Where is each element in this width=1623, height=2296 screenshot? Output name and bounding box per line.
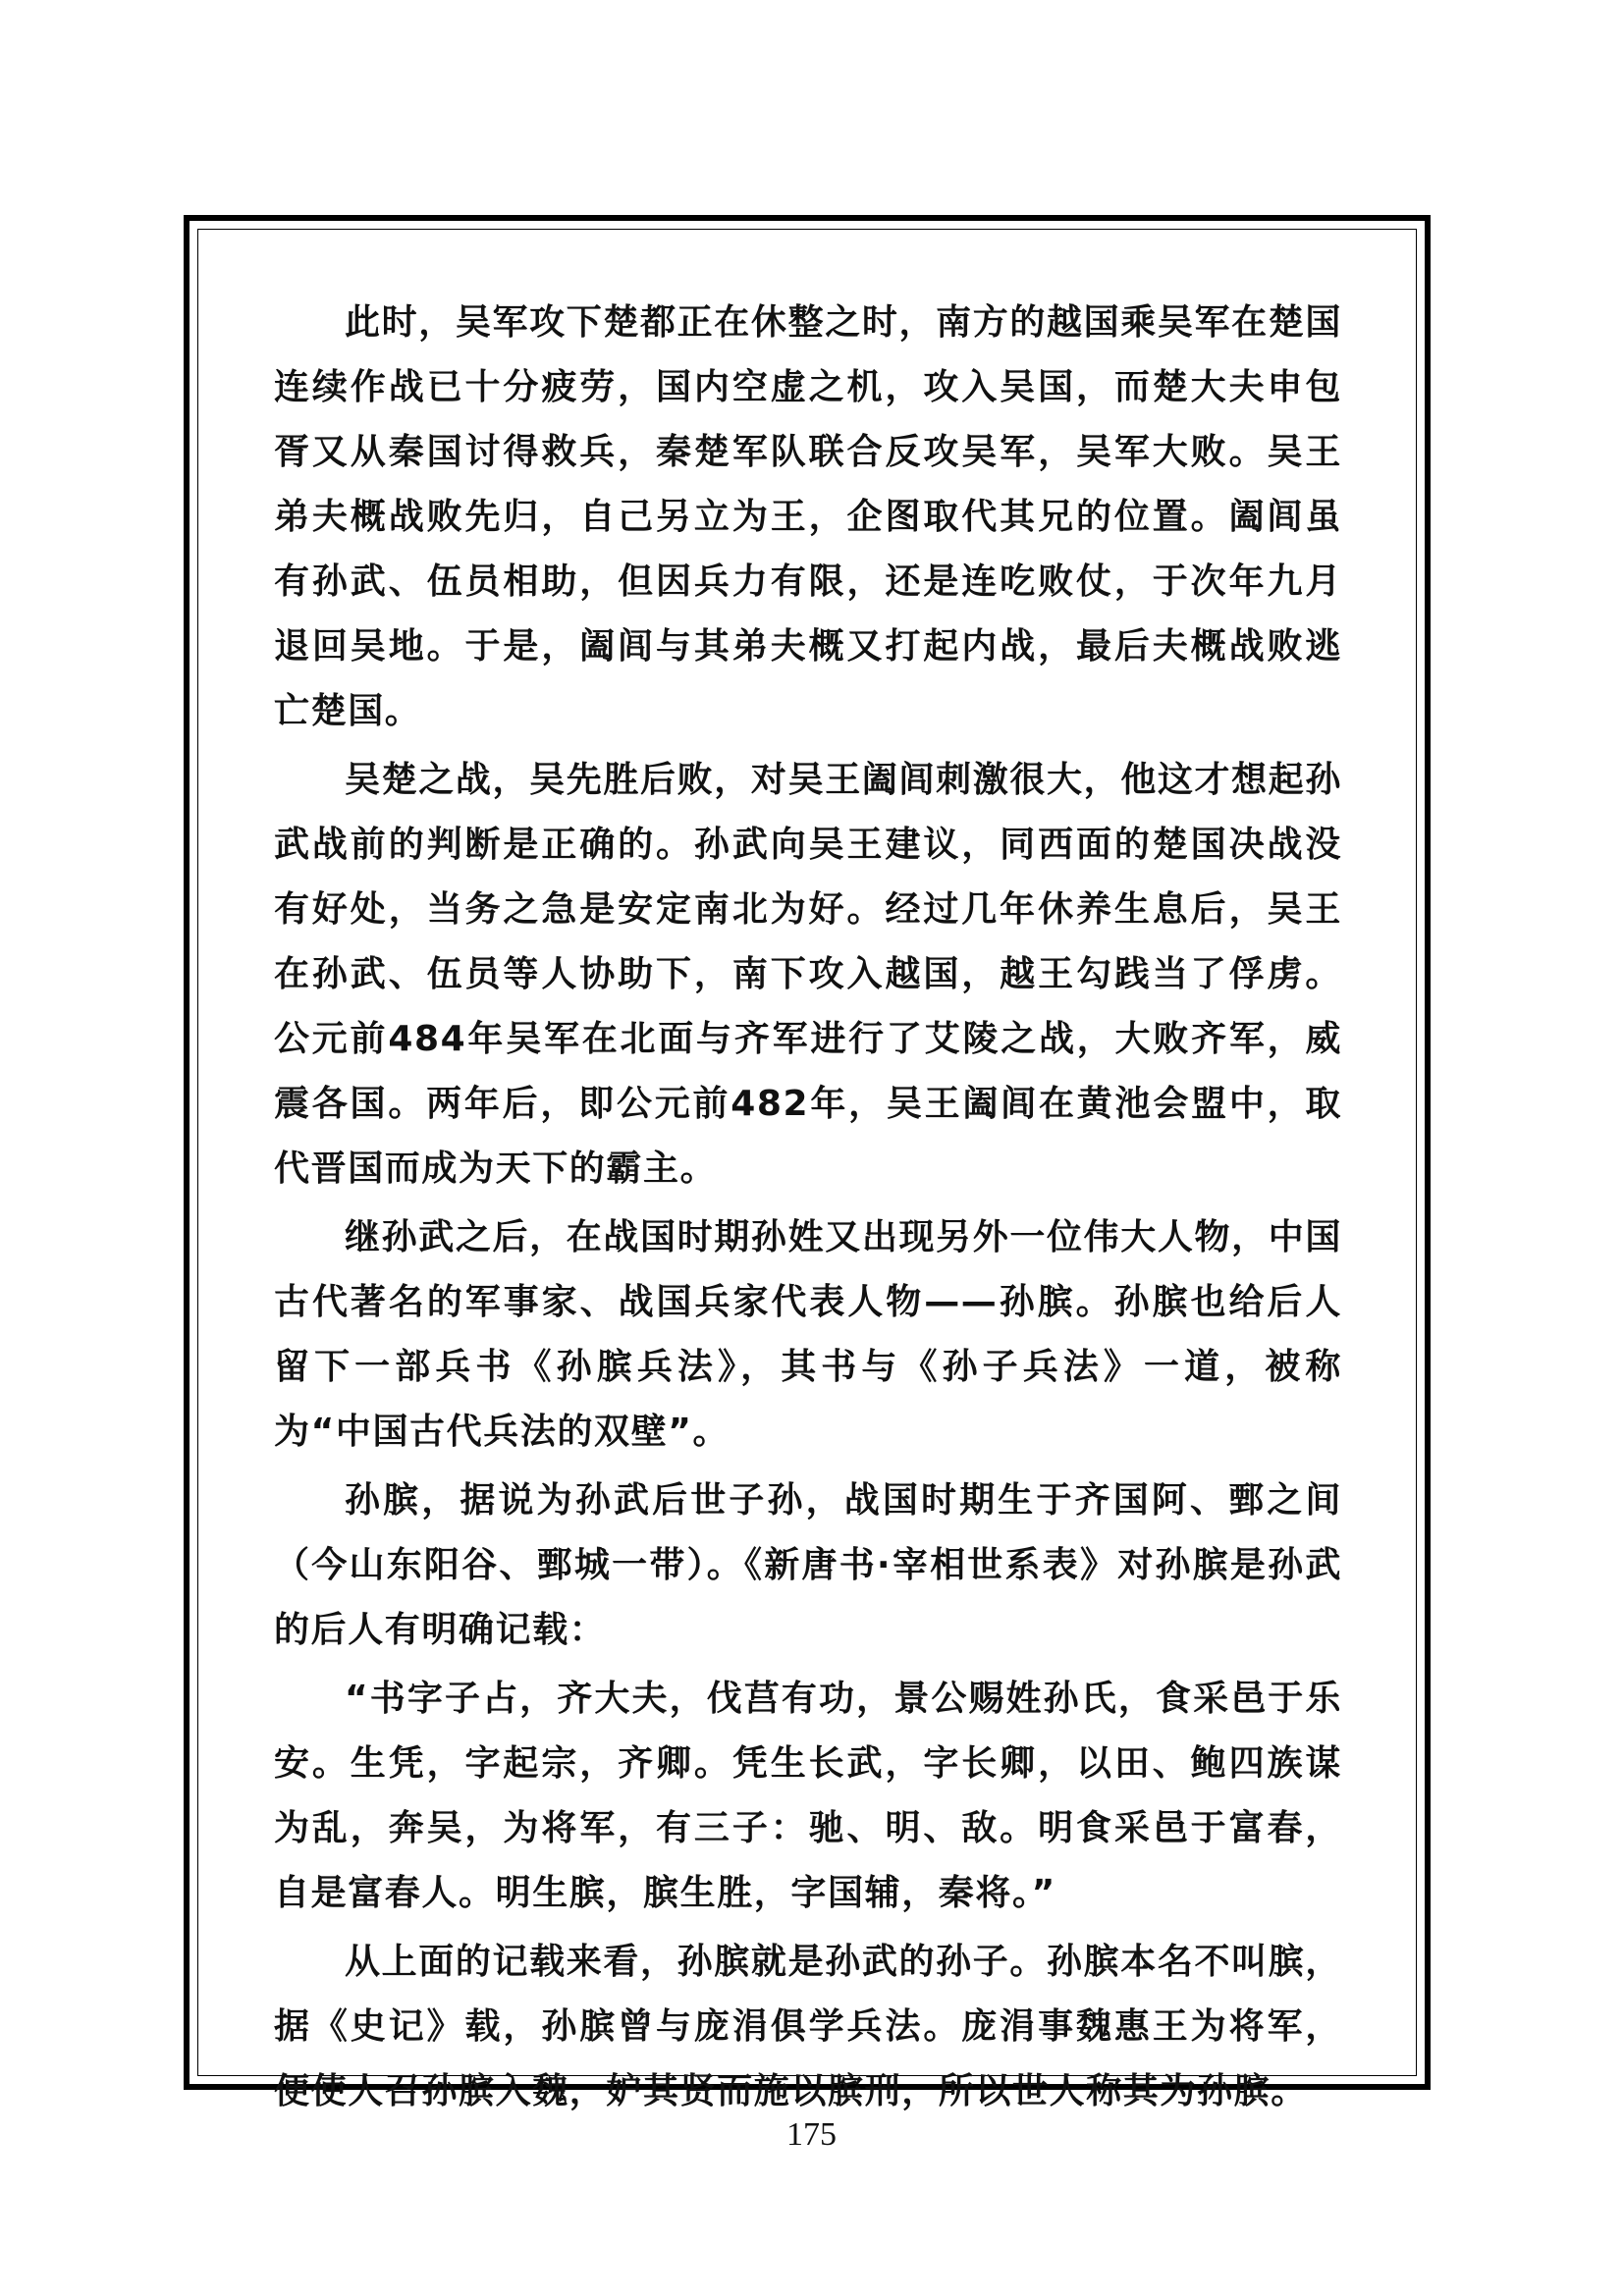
paragraph: 吴楚之战，吴先胜后败，对吴王阖闾刺激很大，他这才想起孙武战前的判断是正确的。孙武向吴王建议，同西面的楚国决战没有好处，当务之急是安定南北为好。经过几年休养生息后，吴王在孙武、伍员等人协助下，南下攻入越国，越王勾践当了俘虏。公元前484年吴军在北面与齐军进行了艾陵之战，大败齐军，威震各国。两年后，即公元前482年，吴王阖闾在黄池会盟中，取代晋国而成为天下的霸主。 xyxy=(274,760,1342,1189)
paragraph: 从上面的记载来看，孙膑就是孙武的孙子。孙膑本名不叫膑，据《史记》载，孙膑曾与庞涓俱学兵法。庞涓事魏惠王为将军，便使人召孙膑入魏，妒其贤而施以膑刑，所以世人称其为孙膑。 xyxy=(274,1942,1342,2111)
body-text xyxy=(274,291,1342,2124)
paragraph: 此时，吴军攻下楚都正在休整之时，南方的越国乘吴军在楚国连续作战已十分疲劳，国内空虚之机，攻入吴国，而楚大夫申包胥又从秦国讨得救兵，秦楚军队联合反攻吴军，吴军大败。吴王弟夫概战败先归，自己另立为王，企图取代其兄的位置。阖闾虽有孙武、伍员相助，但因兵力有限，还是连吃败仗，于次年九月退回吴地。于是，阖闾与其弟夫概又打起内战，最后夫概战败逃亡楚国。 xyxy=(274,302,1342,731)
paragraph: 孙膑，据说为孙武后世子孙，战国时期生于齐国阿、鄄之间（今山东阳谷、鄄城一带）。《新唐书·宰相世系表》对孙膑是孙武的后人有明确记载： xyxy=(274,1480,1342,1650)
quotation-paragraph: “书字子占，齐大夫，伐莒有功，景公赐姓孙氏，食采邑于乐安。生凭，字起宗，齐卿。凭生长武，字长卿，以田、鲍四族谋为乱，奔吴，为将军，有三子：驰、明、敌。明食采邑于富春，自是富春人。明生膑，膑生胜，字国辅，秦将。” xyxy=(274,1679,1342,1913)
page-number: 175 xyxy=(786,2116,837,2153)
paragraph: 继孙武之后，在战国时期孙姓又出现另外一位伟大人物，中国古代著名的军事家、战国兵家代表人物——孙膑。孙膑也给后人留下一部兵书《孙膑兵法》，其书与《孙子兵法》一道，被称为“中国古代兵法的双壁”。 xyxy=(274,1217,1342,1452)
